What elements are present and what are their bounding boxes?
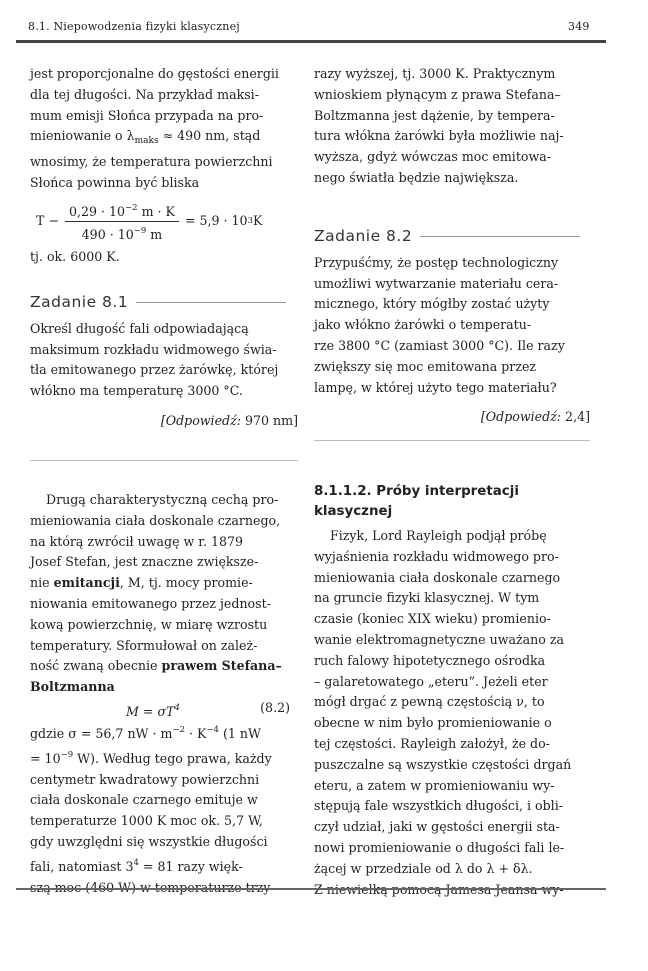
text-line: na gruncie fizyki klasycznej. W tym xyxy=(314,590,540,606)
text-line: ruch falowy hipotetycznego ośrodka xyxy=(314,652,546,668)
eq-result-exp: 3 xyxy=(247,215,253,226)
text-line: nowi promieniowanie o długości fali le- xyxy=(314,839,565,855)
exponent: −2 xyxy=(172,724,185,735)
text-fragment: ≈ 490 nm, stąd xyxy=(158,128,261,144)
task-8-2 xyxy=(314,226,590,428)
temperature-equation xyxy=(36,200,292,243)
term-boltzmann: Boltzmanna xyxy=(30,679,115,695)
lambda-subscript: maks xyxy=(134,136,159,147)
text-line: temperaturze 1000 K moc ok. 5,7 W, xyxy=(30,813,263,829)
text-line xyxy=(30,720,296,745)
section-title-line: klasycznej xyxy=(314,504,393,519)
right-bottom-column xyxy=(314,482,590,900)
text-line: – galaretowatego „eteru”. Jeżeli eter xyxy=(314,673,548,689)
right-top-column xyxy=(314,64,590,189)
exponent: −4 xyxy=(206,724,219,735)
exponent: 4 xyxy=(133,857,139,868)
task-title-text: Zadanie 8.2 xyxy=(314,227,413,245)
text-line: lampę, w której użyto tego materiału? xyxy=(314,379,557,395)
task-title-rule xyxy=(420,236,580,237)
page-number: 349 xyxy=(568,20,590,33)
lambda-text: mieniowanie o λ xyxy=(30,128,135,144)
answer-label: [Odpowiedź: xyxy=(480,409,562,425)
eq-lhs: T − xyxy=(36,212,59,228)
text-line: Drugą charakterystyczną cechą pro- xyxy=(46,492,279,507)
text-fragment: nie xyxy=(30,575,54,591)
text-fragment: ność zwaną obecnie xyxy=(30,658,162,674)
text-line xyxy=(30,656,296,677)
task-answer xyxy=(314,407,590,428)
text-line: włókno ma temperaturę 3000 °C. xyxy=(30,383,243,399)
task-title xyxy=(314,226,590,247)
running-title: 8.1. Niepowodzenia fizyki klasycznej xyxy=(28,20,240,33)
text-line: tura włókna żarówki była możliwie naj- xyxy=(314,128,564,144)
text-line: niowania emitowanego przez jednost- xyxy=(30,595,271,611)
text-line: centymetr kwadratowy powierzchni xyxy=(30,771,260,787)
text-line: eteru, a zatem w promieniowaniu wy- xyxy=(314,777,555,793)
text-line: tj. ok. 6000 K. xyxy=(30,248,120,264)
text-line: Josef Stefan, jest znaczne zwiększe- xyxy=(30,554,259,570)
text-line: wyższa, gdyż wówczas moc emitowa- xyxy=(314,149,552,165)
left-top-column xyxy=(30,64,292,268)
term-stefan-boltzmann: prawem Stefana– xyxy=(161,658,282,674)
section-title-line: 8.1.1.2. Próby interpretacji xyxy=(314,484,519,499)
equation-exp: 4 xyxy=(174,702,180,713)
eq-num-unit: m · K xyxy=(137,203,175,219)
text-line xyxy=(30,853,296,878)
section-title xyxy=(314,482,590,522)
text-line: mógł drgać z pewną częstością ν, to xyxy=(314,694,545,710)
text-fragment: (1 nW xyxy=(218,725,261,741)
left-bottom-column xyxy=(30,490,296,898)
text-line: stępują fale wszystkich długości, i obli- xyxy=(314,798,563,814)
eq-den-value: 490 · 10 xyxy=(81,226,134,242)
eq-denominator xyxy=(82,222,163,243)
text-line: rze 3800 °C (zamiast 3000 °C). Ile razy xyxy=(314,337,565,353)
text-line: jest proporcjonalne do gęstości energii xyxy=(30,66,279,81)
footer-rule xyxy=(16,888,606,890)
text-line: na którą zwrócił uwagę w r. 1879 xyxy=(30,533,244,549)
text-line xyxy=(30,126,292,152)
stefan-boltzmann-equation xyxy=(30,698,296,720)
text-line: kową powierzchnię, w miarę wzrostu xyxy=(30,616,268,632)
eq-den-unit: m xyxy=(146,226,163,242)
text-line: Słońca powinna być bliska xyxy=(30,174,200,190)
text-line: zwiększy się moc emitowana przez xyxy=(314,358,537,374)
text-line: ciała doskonale czarnego emituje w xyxy=(30,792,258,808)
term-emitancja: emitancji xyxy=(53,575,120,591)
equation-number: (8.2) xyxy=(260,699,290,715)
text-line: jako włókno żarówki o temperatu- xyxy=(314,317,532,333)
text-line: Fizyk, Lord Rayleigh podjął próbę xyxy=(330,528,547,543)
text-fragment: = 81 razy więk- xyxy=(138,858,243,874)
text-line: gdy uwzględni się wszystkie długości xyxy=(30,833,268,849)
eq-num-exp: −2 xyxy=(125,202,138,213)
text-line: wyjaśnienia rozkładu widmowego pro- xyxy=(314,548,559,564)
text-line: wanie elektromagnetyczne uważano za xyxy=(314,631,564,647)
text-fragment: fali, natomiast 3 xyxy=(30,858,134,874)
text-fragment: , M, tj. mocy promie- xyxy=(119,575,253,591)
text-line: Boltzmanna jest dążenie, by tempera- xyxy=(314,107,555,123)
text-line: dla tej długości. Na przykład maksi- xyxy=(30,86,259,102)
header-rule xyxy=(16,40,606,43)
text-line: mieniowania ciała doskonale czarnego, xyxy=(30,512,281,528)
text-line: micznego, który mógłby zostać użyty xyxy=(314,296,550,312)
text-fragment: = 10 xyxy=(30,750,61,766)
text-line: razy wyższej, tj. 3000 K. Praktycznym xyxy=(314,66,556,81)
text-line: mum emisji Słońca przypada na pro- xyxy=(30,107,264,123)
task-title-text: Zadanie 8.1 xyxy=(30,293,129,311)
task-title-rule xyxy=(136,302,286,303)
answer-value: 970 nm] xyxy=(240,412,298,428)
text-fragment: W). Według tego prawa, każdy xyxy=(73,750,272,766)
eq-result-unit: K xyxy=(253,212,263,228)
text-line: obecne w nim było promieniowanie o xyxy=(314,715,552,731)
text-line: tej częstości. Rayleigh założył, że do- xyxy=(314,735,550,751)
text-line: wnosimy, że temperatura powierzchni xyxy=(30,154,273,170)
task-separator xyxy=(30,460,298,461)
text-line: żącej w przedziale od λ do λ + δλ. xyxy=(314,860,533,876)
eq-num-value: 0,29 · 10 xyxy=(68,203,126,219)
text-line: mieniowania ciała doskonale czarnego xyxy=(314,569,561,585)
answer-value: 2,4] xyxy=(561,409,590,425)
text-line: wnioskiem płynącym z prawa Stefana– xyxy=(314,86,561,102)
text-line: tła emitowanego przez żarówkę, której xyxy=(30,362,279,378)
text-line xyxy=(30,745,296,770)
exponent: −9 xyxy=(60,749,74,760)
text-fragment: · K xyxy=(184,725,207,741)
equation-text: M = σT xyxy=(126,703,175,719)
text-line: puszczalne są wszystkie częstości drgań xyxy=(314,756,572,772)
answer-label: [Odpowiedź: xyxy=(160,412,241,428)
text-line xyxy=(30,677,296,698)
task-separator xyxy=(314,440,590,441)
equation-body xyxy=(126,698,180,723)
eq-den-exp: −9 xyxy=(133,225,147,236)
text-line: czył udział, jaki w gęstości energii sta- xyxy=(314,819,560,835)
task-8-1 xyxy=(30,292,298,432)
text-line: maksimum rozkładu widmowego świa- xyxy=(30,341,277,357)
task-answer xyxy=(30,411,298,432)
task-title xyxy=(30,292,298,313)
text-line: nego światła będzie największa. xyxy=(314,169,519,185)
text-line: umożliwi wytwarzanie materiału cera- xyxy=(314,275,559,291)
text-line xyxy=(30,573,296,594)
text-fragment: gdzie σ = 56,7 nW · m xyxy=(30,725,173,741)
text-line: Przypuśćmy, że postęp technologiczny xyxy=(314,254,559,270)
text-line: temperatury. Sformułował on zależ- xyxy=(30,637,258,653)
eq-fraction xyxy=(65,200,179,243)
text-line: Określ długość fali odpowiadającą xyxy=(30,320,249,336)
eq-numerator xyxy=(65,200,179,222)
eq-result: = 5,9 · 10 xyxy=(184,212,248,228)
text-line: czasie (koniec XIX wieku) promienio- xyxy=(314,611,551,627)
